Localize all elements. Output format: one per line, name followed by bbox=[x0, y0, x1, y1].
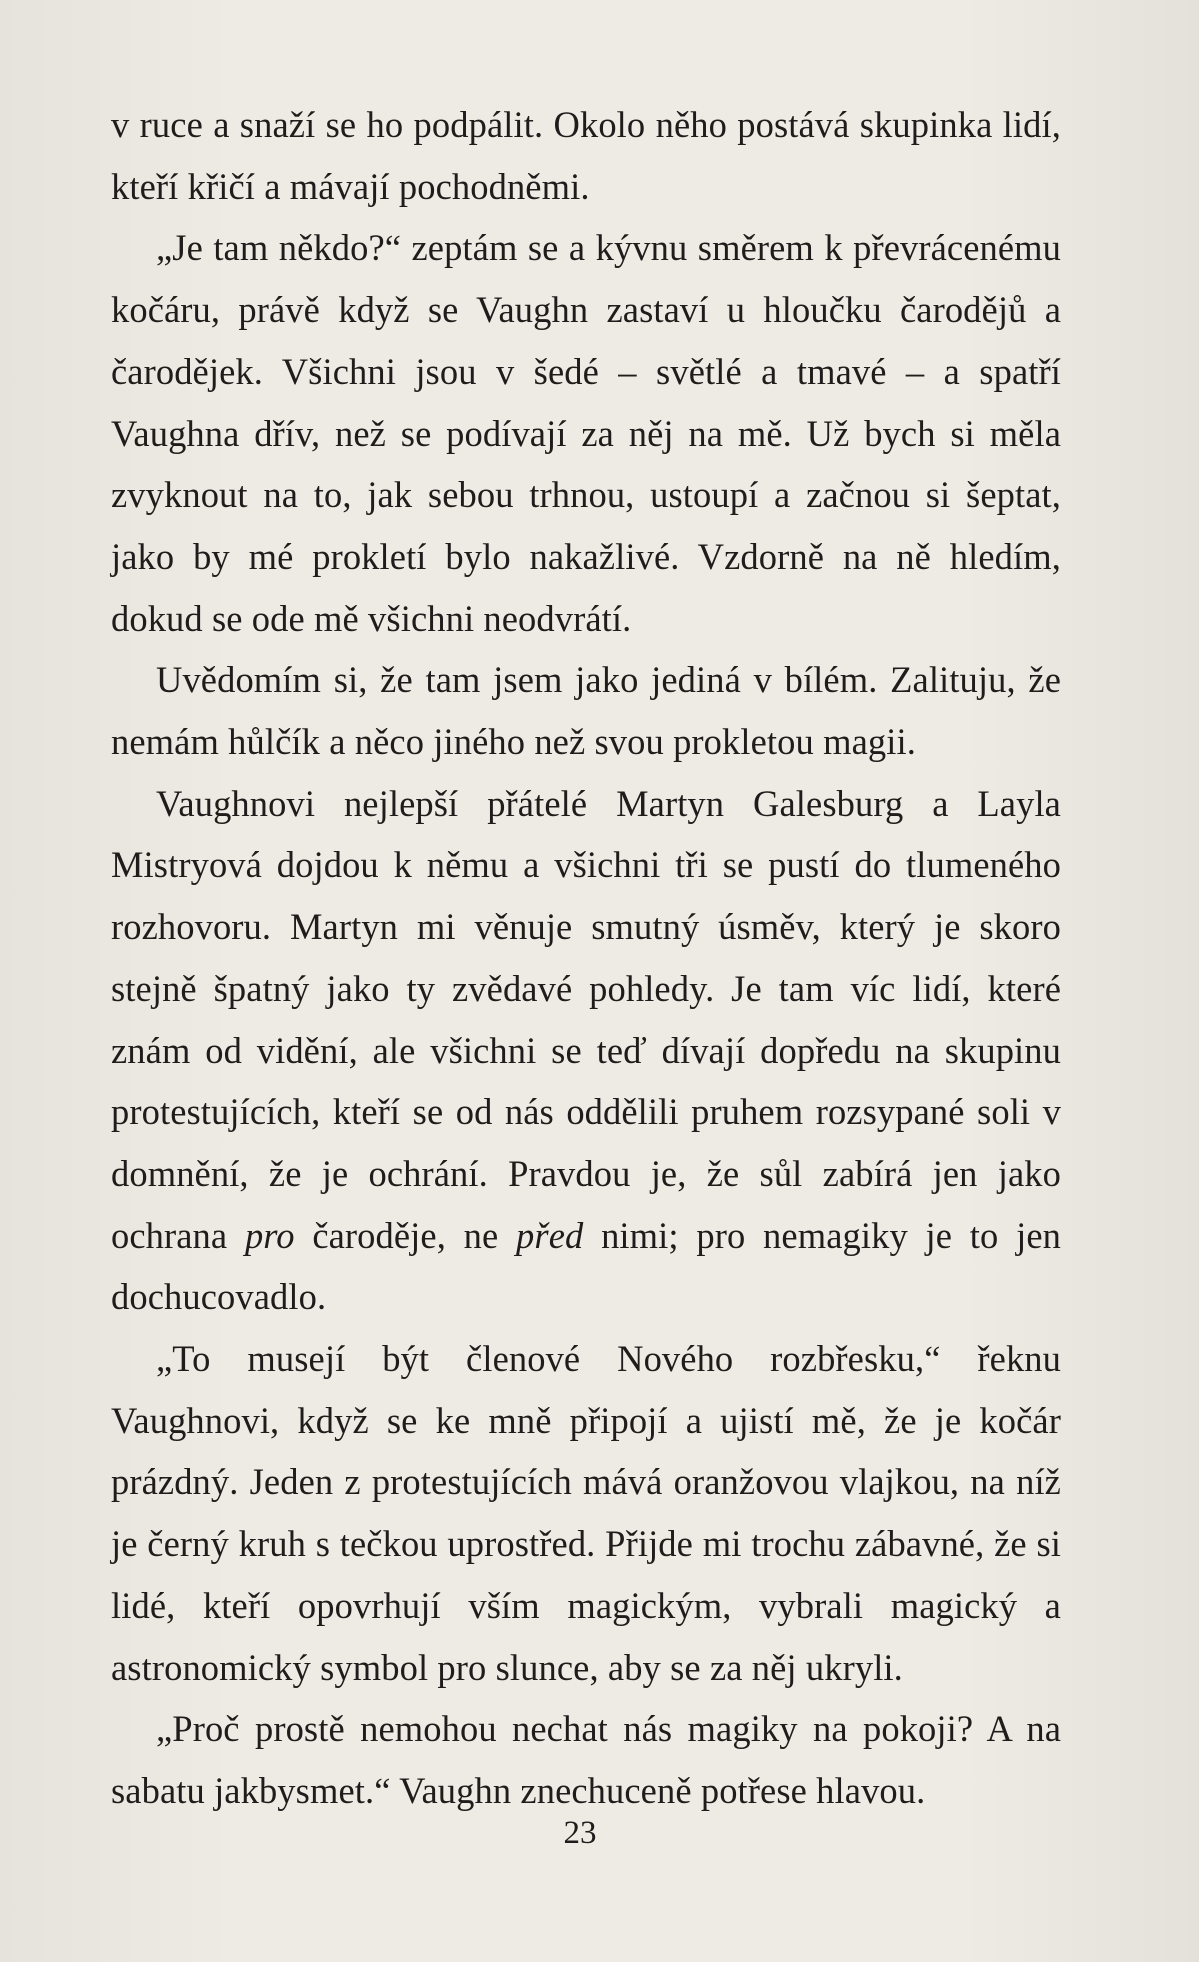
paragraph-text: čaroděje, ne bbox=[294, 1214, 517, 1256]
paragraph-6 bbox=[111, 1698, 1061, 1821]
paragraph-4 bbox=[111, 773, 1061, 1328]
paragraph-text: nimi; pro nemagiky je to jen dochucovadlo. bbox=[111, 1214, 1061, 1318]
paragraph-5 bbox=[111, 1328, 1061, 1698]
paragraph-text: „To musejí být členové Nového rozbřesku,“ řeknu Vaughnovi, když se ke mně připojí a ujistí mě, že je kočár prázdný. Jeden z protestujících mává oranžovou vlajkou, na níž je černý kruh s tečkou uprostřed. Přijde mi trochu zábavné, že si lidé, kteří opovrhují vším magickým, vybrali magický a astronomický symbol pro slunce, aby se za něj ukryli. bbox=[111, 1338, 1061, 1688]
paragraph-text: v ruce a snaží se ho podpálit. Okolo něho postává skupinka lidí, kteří křičí a mávají pochodněmi. bbox=[111, 104, 1061, 207]
italic-word: před bbox=[516, 1214, 584, 1256]
italic-word: pro bbox=[244, 1214, 295, 1256]
paragraph-text: Vaughnovi nejlepší přátelé Martyn Galesburg a Layla Mistryová dojdou k němu a všichni tři se pustí do tlumeného rozhovoru. Martyn mi věnuje smutný úsměv, který je skoro stejně špatný jako ty zvědavé pohledy. Je tam víc lidí, které znám od vidění, ale všichni se teď dívají dopředu na skupinu protestujících, kteří se od nás oddělili pruhem rozsypané soli v domnění, že je ochrání. Pravdou je, že sůl zabírá jen jako ochrana bbox=[111, 782, 1061, 1256]
paragraph-text: Uvědomím si, že tam jsem jako jediná v bílém. Zalituju, že nemám hůlčík a něco jiného než svou prokletou magii. bbox=[111, 659, 1061, 763]
paragraph-3 bbox=[111, 649, 1061, 772]
paragraph-text: „Proč prostě nemohou nechat nás magiky na pokoji? A na sabatu jakbysmet.“ Vaughn znechuceně potřese hlavou. bbox=[111, 1708, 1061, 1811]
paragraph-2 bbox=[111, 217, 1061, 649]
body-text bbox=[111, 94, 1061, 1822]
paragraph-1 bbox=[111, 94, 1061, 217]
page-number: 23 bbox=[563, 1815, 597, 1851]
paragraph-text: „Je tam někdo?“ zeptám se a kývnu směrem k převrácenému kočáru, právě když se Vaughn zastaví u hloučku čarodějů a čarodějek. Všichni jsou v šedé – světlé a tmavé – a spatří Vaughna dřív, než se podívají za něj na mě. Už bych si měla zvyknout na to, jak sebou trhnou, ustoupí a začnou si šeptat, jako by mé prokletí bylo nakažlivé. Vzdorně na ně hledím, dokud se ode mě všichni neodvrátí. bbox=[111, 227, 1061, 639]
